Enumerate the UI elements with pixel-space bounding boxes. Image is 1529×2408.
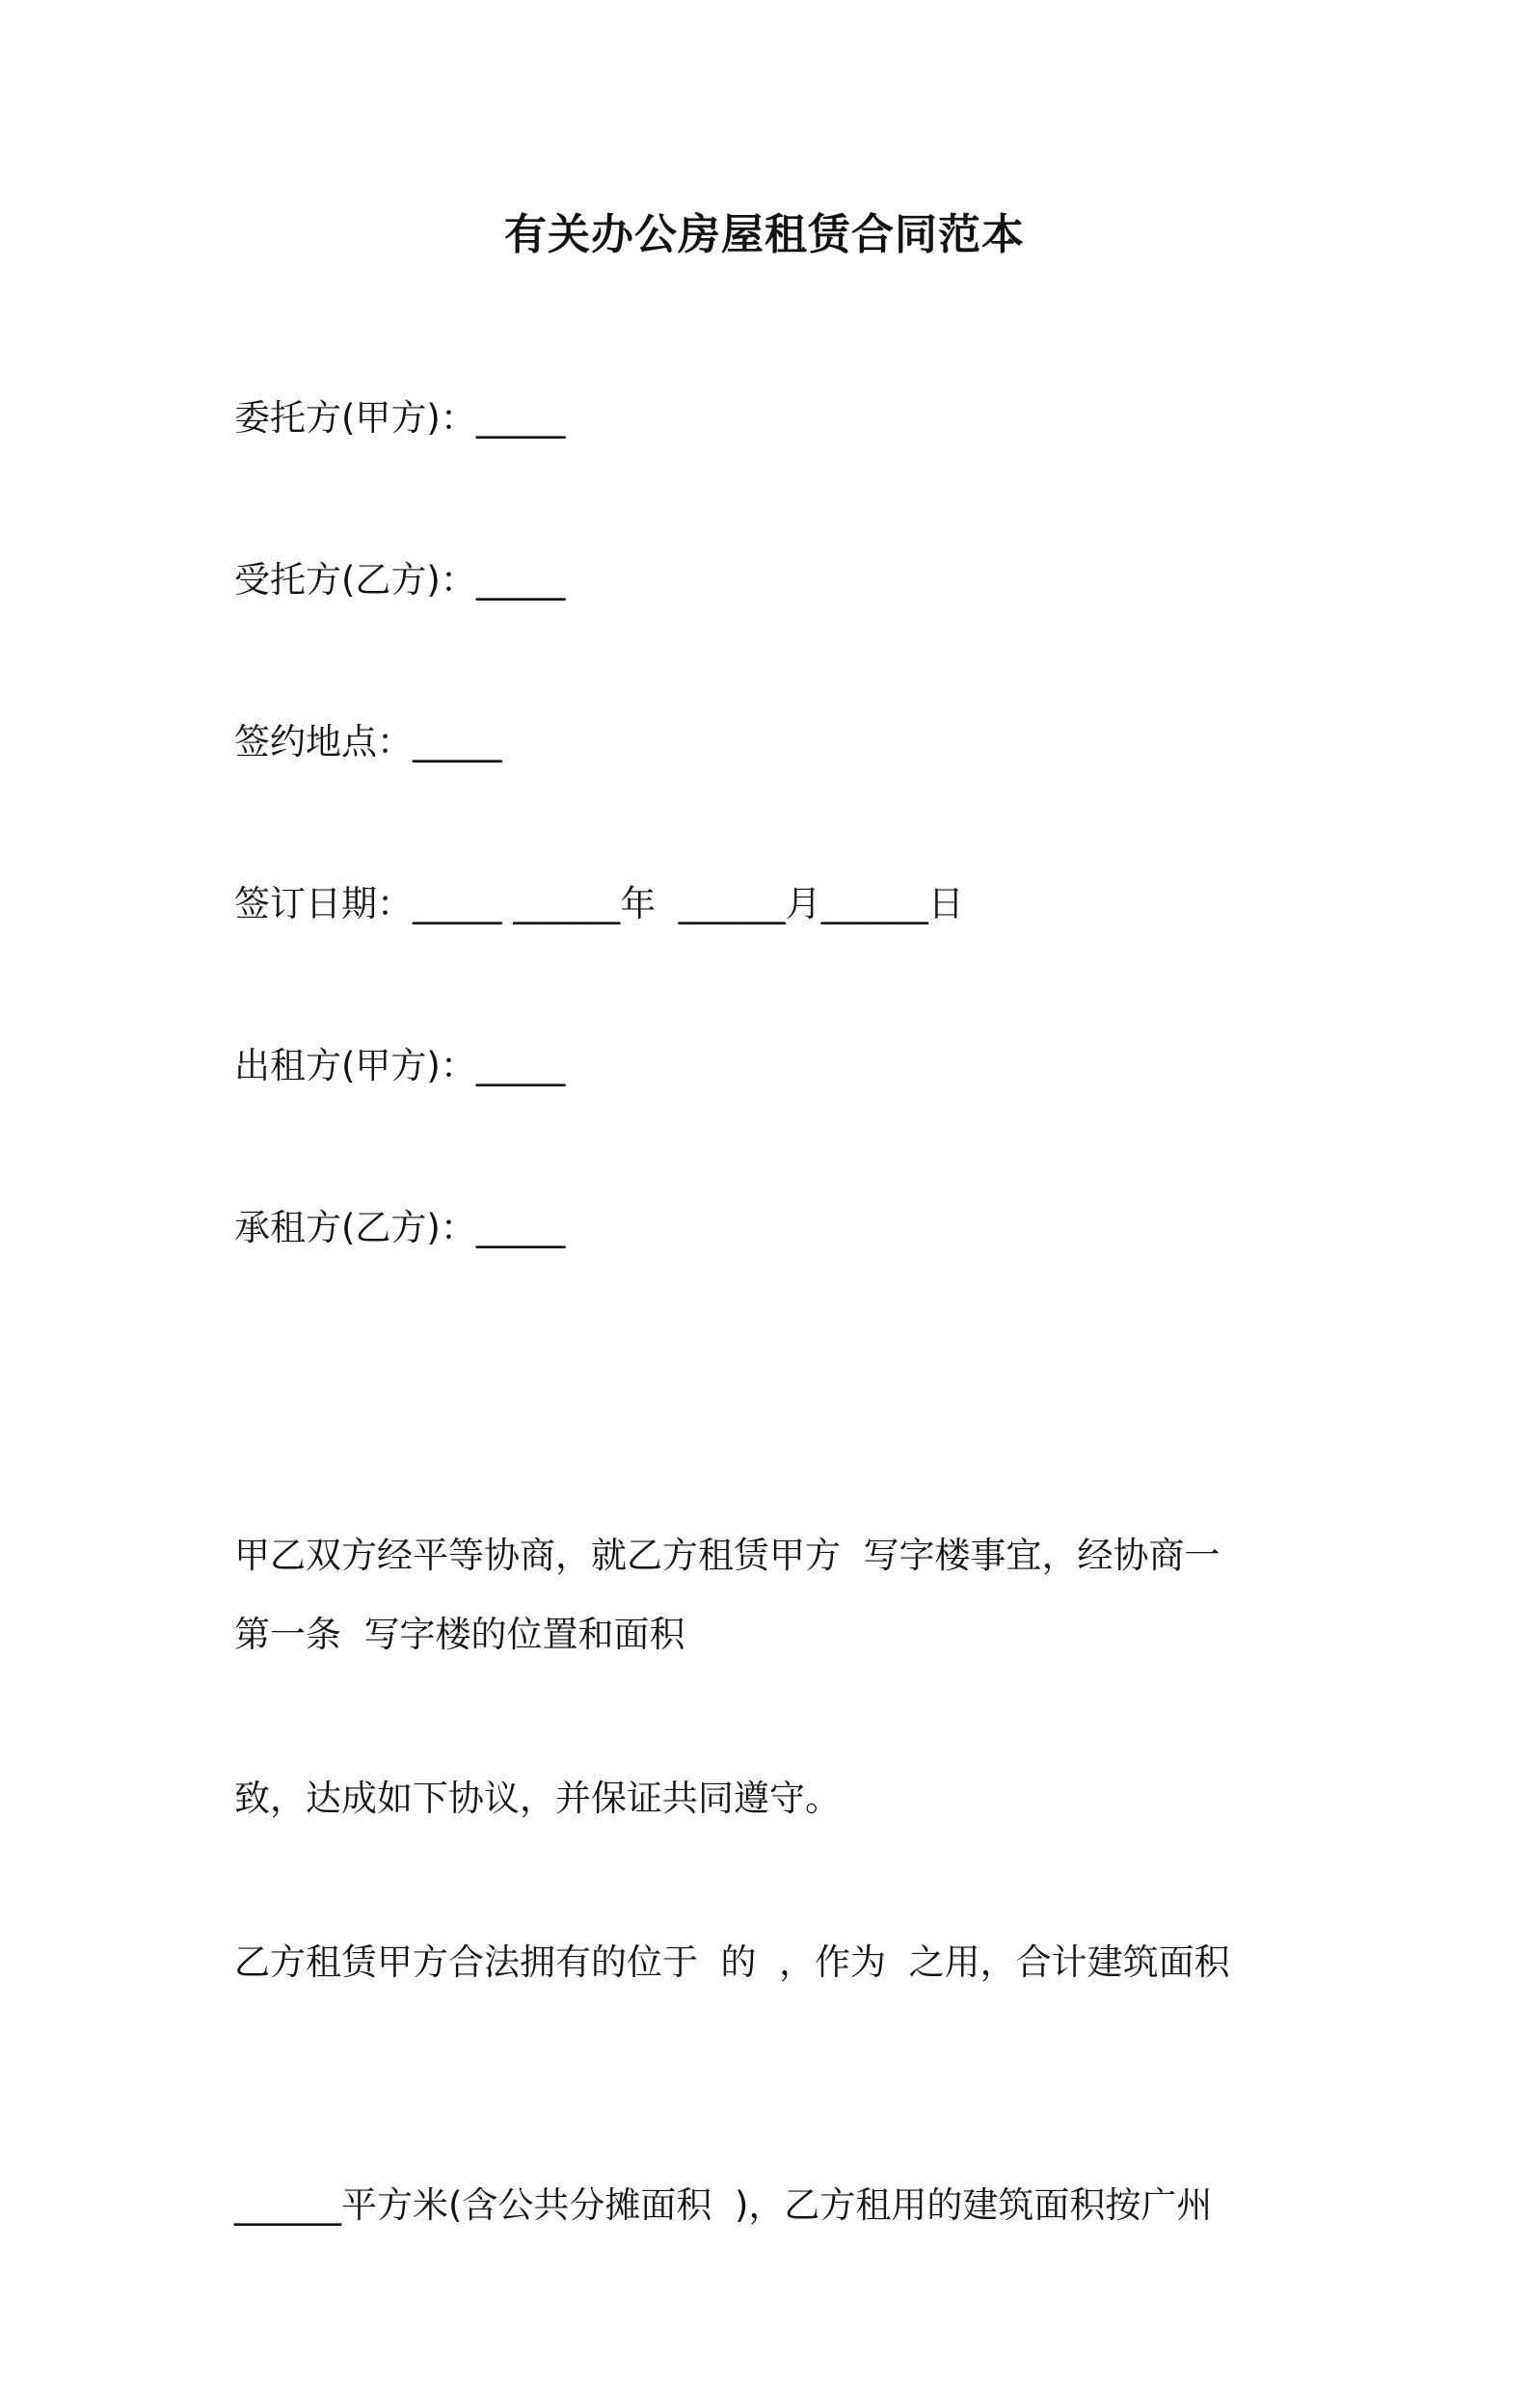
article-1-heading: 第一条 写字楼的位置和面积: [234, 1614, 685, 1655]
principal-field: 委托方(甲方)：_____: [234, 397, 566, 439]
signing-place-field: 签约地点：_____: [234, 721, 502, 763]
preamble-line-2: 致，达成如下协议，并保证共同遵守。: [234, 1778, 841, 1819]
signing-date-field: 签订日期：_____ ______年 ______月______日: [234, 883, 964, 924]
agent-field: 受托方(乙方)：_____: [234, 559, 566, 601]
article-1-line-1: 乙方租赁甲方合法拥有的位于 的 ，作为 之用，合计建筑面积: [234, 1941, 1230, 1983]
article-1-paragraph: [234, 1760, 1314, 2408]
article-1-line-2: ______平方米(含公共分摊面积 )，乙方租用的建筑面积按广州: [234, 2184, 1213, 2226]
lessor-field: 出租方(甲方)：_____: [234, 1045, 566, 1086]
document-title: 有关办公房屋租赁合同范本: [504, 210, 1025, 259]
preamble-line-1: 甲乙双方经平等协商，就乙方租赁甲方 写字楼事宜，经协商一: [234, 1535, 1221, 1576]
lessee-field: 承租方(乙方)：_____: [234, 1207, 566, 1248]
